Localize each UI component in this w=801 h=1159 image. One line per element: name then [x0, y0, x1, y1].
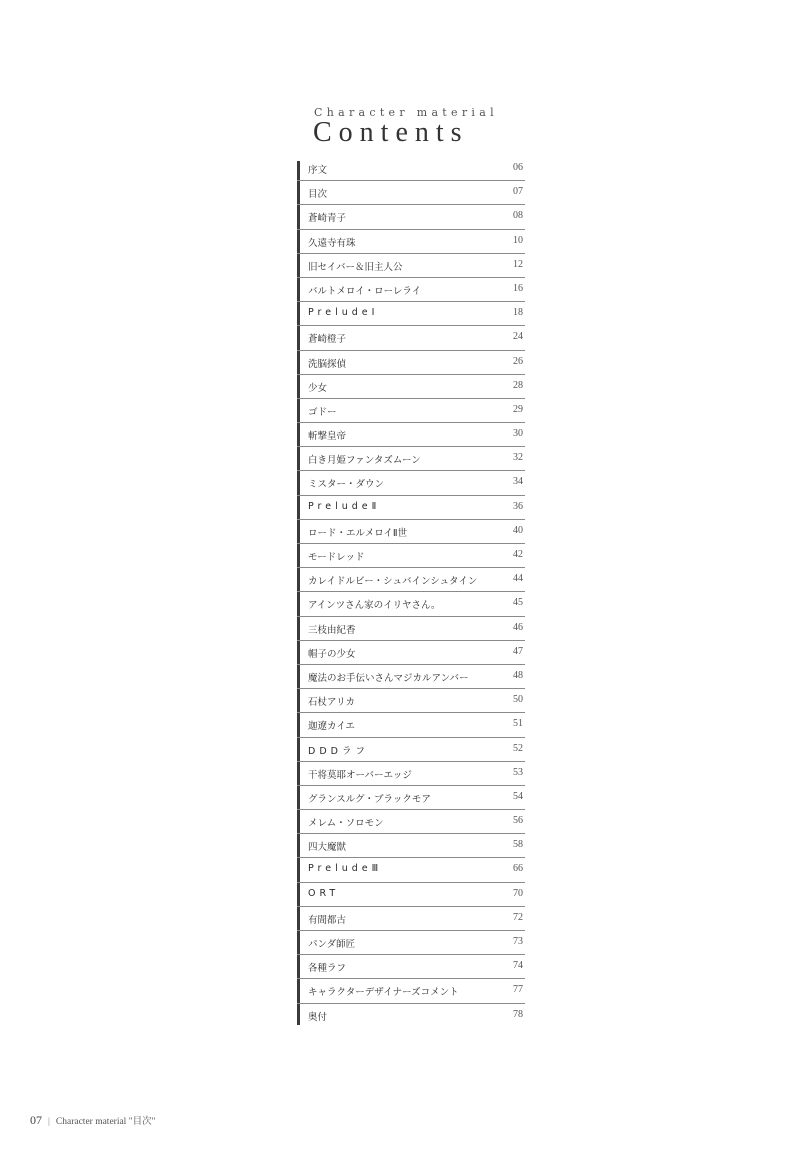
toc-entry-title: 斬撃皇帝 — [308, 431, 347, 443]
toc-entry-title: 目次 — [308, 189, 328, 201]
toc-entry-page: 73 — [513, 936, 523, 947]
toc-entry-page: 30 — [513, 428, 523, 440]
toc-entry-page: 32 — [513, 452, 523, 464]
toc-entry-title: 少女 — [308, 382, 328, 394]
toc-entry — [297, 907, 525, 931]
footer-page-number: 07 — [30, 1113, 42, 1127]
toc-entry-title: 奥付 — [308, 1011, 328, 1023]
toc-entry-page: 66 — [513, 863, 523, 875]
toc-entry — [297, 471, 525, 495]
toc-entry — [297, 883, 525, 907]
toc-entry — [297, 665, 525, 689]
toc-entry-title: 帽子の少女 — [308, 648, 356, 660]
toc-entry-title: PreludeⅢ — [308, 863, 383, 875]
toc-entry-title: 洗脳探偵 — [308, 358, 347, 370]
toc-entry-title: PreludeⅡ — [308, 500, 381, 512]
toc-entry — [297, 496, 525, 520]
toc-entry-page: 70 — [513, 887, 523, 899]
toc-entry-page: 06 — [513, 162, 523, 173]
toc-entry-title: 三枝由紀香 — [308, 624, 356, 636]
toc-entry-page: 45 — [513, 597, 523, 609]
toc-entry-page: 36 — [513, 500, 523, 512]
toc-entry — [297, 592, 525, 616]
toc-entry-title: 蒼崎青子 — [308, 213, 347, 225]
toc-entry-page: 44 — [513, 573, 523, 585]
toc-entry — [297, 181, 525, 205]
toc-entry — [297, 955, 525, 979]
toc-entry-page: 26 — [513, 355, 523, 367]
toc-entry-title: パンダ師匠 — [308, 939, 356, 950]
toc-entry-title: ORT — [308, 887, 340, 899]
toc-entry — [297, 689, 525, 713]
toc-entry-title: 序文 — [308, 165, 328, 176]
toc-entry — [297, 375, 525, 399]
toc-entry — [297, 762, 525, 786]
toc-entry — [297, 254, 525, 278]
toc-entry — [297, 230, 525, 254]
toc-entry — [297, 326, 525, 350]
toc-entry-page: 54 — [513, 790, 523, 802]
toc-entry-title: ゴドー — [308, 406, 337, 418]
toc-entry-title: バルトメロイ・ローレライ — [308, 285, 422, 297]
toc-entry-page: 50 — [513, 694, 523, 706]
toc-entry — [297, 447, 525, 471]
toc-entry — [297, 568, 525, 592]
toc-entry-page: 34 — [513, 476, 523, 488]
toc-entry-page: 58 — [513, 839, 523, 851]
toc-entry-page: 51 — [513, 718, 523, 730]
toc-entry-page: 42 — [513, 549, 523, 560]
toc-entry-title: カレイドルビー・シュバインシュタイン — [308, 576, 478, 588]
toc-entry-title: ロード・エルメロイⅡ世 — [308, 527, 408, 539]
toc-entry — [297, 157, 525, 181]
toc-entry — [297, 544, 525, 568]
toc-entry-page: 18 — [513, 307, 523, 319]
toc-entry-title: PreludeⅠ — [308, 307, 379, 319]
toc-entry-page: 77 — [513, 984, 523, 996]
toc-entry-page: 28 — [513, 379, 523, 391]
toc-entry-page: 29 — [513, 403, 523, 415]
toc-entry — [297, 834, 525, 858]
toc-entry-page: 52 — [513, 742, 523, 754]
toc-entry-page: 07 — [513, 186, 523, 198]
toc-entry — [297, 1004, 525, 1028]
toc-entry-page: 48 — [513, 669, 523, 681]
toc-entry-page: 56 — [513, 815, 523, 827]
toc-entry — [297, 205, 525, 229]
toc-entry — [297, 641, 525, 665]
footer-caption: Character material "目次" — [55, 1117, 156, 1127]
toc-entry — [297, 302, 525, 326]
toc-entry-title: 干将莫耶オーバーエッジ — [308, 769, 412, 781]
toc-entry-title: 石杖アリカ — [308, 697, 356, 709]
toc-entry-title: 有間都古 — [308, 914, 347, 926]
toc-entry-page: 53 — [513, 766, 523, 778]
toc-entry — [297, 810, 525, 834]
toc-entry-title: 魔法のお手伝いさんマジカルアンバー — [308, 672, 469, 684]
toc-entry-title: キャラクターデザイナーズコメント — [308, 987, 459, 999]
toc-entry-page: 12 — [513, 258, 523, 270]
toc-entry-title: 白き月姫ファンタズムーン — [308, 455, 421, 467]
toc-entry-title: 迦遼カイエ — [308, 721, 355, 733]
toc-entry-title: メレム・ソロモン — [308, 818, 384, 830]
toc-entry-page: 08 — [513, 210, 523, 222]
toc-entry-title: 四大魔獣 — [308, 842, 347, 854]
toc-entry-title: DDDラフ — [308, 745, 369, 757]
toc-entry-page: 78 — [513, 1008, 523, 1020]
toc-entry-title: 久遠寺有珠 — [308, 237, 356, 249]
toc-entry — [297, 713, 525, 737]
toc-entry-title: グランスルグ・ブラックモア — [308, 793, 431, 805]
toc-entry — [297, 351, 525, 375]
toc-entry-title: 旧セイバー＆旧主人公 — [308, 261, 403, 273]
toc-entry — [297, 278, 525, 302]
toc-entry-title: アインツさん家のイリヤさん。 — [308, 600, 441, 612]
toc-entry-title: 各種ラフ — [308, 963, 347, 975]
page-footer — [30, 1113, 155, 1128]
toc-entry-page: 40 — [513, 524, 523, 536]
toc-entry — [297, 738, 525, 762]
toc-entry — [297, 617, 525, 641]
toc-entry-page: 47 — [513, 645, 523, 657]
toc-entry-page: 10 — [513, 234, 523, 246]
toc-entry-title: ミスター・ダウン — [308, 479, 385, 491]
toc-entry-page: 24 — [513, 331, 523, 343]
footer-separator: | — [48, 1117, 50, 1127]
toc-entry-page: 74 — [513, 960, 523, 972]
toc-entry — [297, 979, 525, 1003]
table-of-contents — [297, 157, 525, 1028]
toc-entry-title: 蒼崎橙子 — [308, 334, 347, 346]
page-title: Contents — [313, 117, 469, 148]
toc-entry — [297, 520, 525, 544]
toc-entry-page: 46 — [513, 621, 523, 633]
toc-entry — [297, 858, 525, 882]
toc-entry-page: 72 — [513, 911, 523, 923]
book-subtitle: Character material — [314, 106, 498, 119]
toc-entry-page: 16 — [513, 282, 523, 294]
toc-entry — [297, 931, 525, 955]
toc-entry — [297, 399, 525, 423]
toc-entry — [297, 786, 525, 810]
toc-entry-title: モードレッド — [308, 552, 365, 563]
toc-entry — [297, 423, 525, 447]
